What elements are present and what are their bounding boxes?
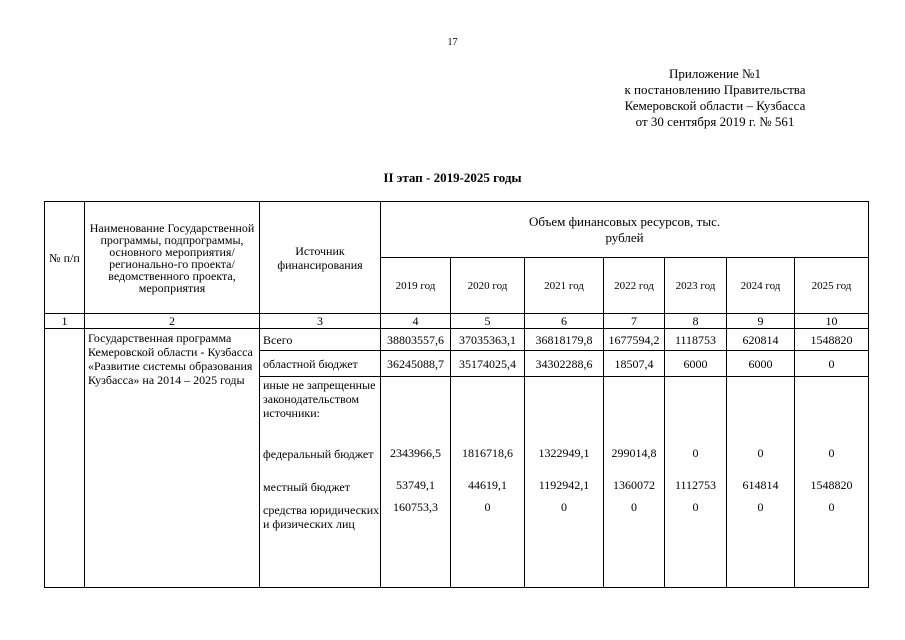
annex-line: Кемеровской области – Кузбасса xyxy=(624,98,806,113)
value-cell: 0 xyxy=(757,500,764,514)
other-sources-label: иные не запрещенные законодательством источники: xyxy=(263,378,376,420)
value-column xyxy=(451,377,525,588)
value-cell: 1192942,1 xyxy=(538,478,590,492)
column-number: 10 xyxy=(795,314,869,329)
value-cell: 35174025,4 xyxy=(451,351,525,377)
value-cell: 37035363,1 xyxy=(451,329,525,351)
header-source: Источник финансирования xyxy=(260,202,381,314)
column-number: 1 xyxy=(45,314,85,329)
annex-line: к постановлению Правительства xyxy=(624,82,806,97)
value-cell: 0 xyxy=(757,446,764,460)
source-cell: Всего xyxy=(260,329,381,351)
header-year: 2019 год xyxy=(381,258,451,314)
value-cell: 36818179,8 xyxy=(525,329,604,351)
other-sources-cell xyxy=(260,377,381,588)
value-cell: 36245088,7 xyxy=(381,351,451,377)
value-cell: 34302288,6 xyxy=(525,351,604,377)
page-number: 17 xyxy=(447,37,458,48)
financing-table xyxy=(44,201,869,588)
value-cell: 1322949,1 xyxy=(538,446,590,460)
column-number: 3 xyxy=(260,314,381,329)
value-cell: 18507,4 xyxy=(604,351,665,377)
value-cell: 614814 xyxy=(742,478,779,492)
value-column xyxy=(525,377,604,588)
value-cell: 1548820 xyxy=(795,329,869,351)
value-cell: 6000 xyxy=(727,351,795,377)
header-year: 2024 год xyxy=(727,258,795,314)
source-cell: средства юридических и физических лиц xyxy=(263,503,380,531)
header-row xyxy=(45,202,869,258)
value-cell: 0 xyxy=(692,500,699,514)
value-cell: 620814 xyxy=(727,329,795,351)
header-year: 2021 год xyxy=(525,258,604,314)
header-year: 2020 год xyxy=(451,258,525,314)
value-cell: 1548820 xyxy=(810,478,853,492)
column-number: 6 xyxy=(525,314,604,329)
value-cell: 1816718,6 xyxy=(462,446,513,460)
column-number: 9 xyxy=(727,314,795,329)
value-cell: 0 xyxy=(692,446,699,460)
value-cell: 299014,8 xyxy=(611,446,657,460)
header-volume: Объем финансовых ресурсов, тыс. рублей xyxy=(381,202,869,258)
value-cell: 44619,1 xyxy=(468,478,507,492)
value-cell: 1112753 xyxy=(674,478,717,492)
value-cell: 0 xyxy=(828,500,835,514)
value-cell: 53749,1 xyxy=(396,478,435,492)
annex-line: Приложение №1 xyxy=(669,66,761,81)
column-number: 4 xyxy=(381,314,451,329)
value-cell: 1677594,2 xyxy=(604,329,665,351)
table-row xyxy=(45,329,869,351)
value-cell: 2343966,5 xyxy=(390,446,441,460)
value-cell: 0 xyxy=(795,351,869,377)
source-cell: областной бюджет xyxy=(260,351,381,377)
column-number: 8 xyxy=(665,314,727,329)
value-cell: 1118753 xyxy=(665,329,727,351)
column-number: 5 xyxy=(451,314,525,329)
value-cell: 0 xyxy=(828,446,835,460)
column-number: 7 xyxy=(604,314,665,329)
source-cell: местный бюджет xyxy=(263,480,350,494)
header-year: 2025 год xyxy=(795,258,869,314)
value-cell: 0 xyxy=(561,500,567,514)
value-cell: 0 xyxy=(631,500,637,514)
source-cell: федеральный бюджет xyxy=(263,447,374,461)
value-cell: 160753,3 xyxy=(393,500,438,514)
value-cell: 1360072 xyxy=(613,478,655,492)
value-cell: 6000 xyxy=(665,351,727,377)
value-cell: 0 xyxy=(484,500,491,514)
column-number: 2 xyxy=(85,314,260,329)
annex-block xyxy=(560,66,870,130)
value-column xyxy=(727,377,795,588)
program-name: Государственная программа Кемеровской области - Кузбасса «Развитие системы образования Кузбасса» на 2014 – 2025 годы xyxy=(85,329,260,588)
value-column xyxy=(665,377,727,588)
column-numbers-row xyxy=(45,314,869,329)
header-year: 2023 год xyxy=(665,258,727,314)
value-column xyxy=(381,377,451,588)
stage-title: II этап - 2019-2025 годы xyxy=(383,170,522,185)
header-name: Наименование Государственной программы, подпрограммы, основного мероприятия/регионально-го проекта/ведомственного проекта, мероприятия xyxy=(85,202,260,314)
header-year: 2022 год xyxy=(604,258,665,314)
value-column xyxy=(795,377,869,588)
annex-line: от 30 сентября 2019 г. № 561 xyxy=(635,114,795,129)
row-number-cell xyxy=(45,329,85,588)
header-num: № п/п xyxy=(45,202,85,314)
value-column xyxy=(604,377,665,588)
value-cell: 38803557,6 xyxy=(381,329,451,351)
